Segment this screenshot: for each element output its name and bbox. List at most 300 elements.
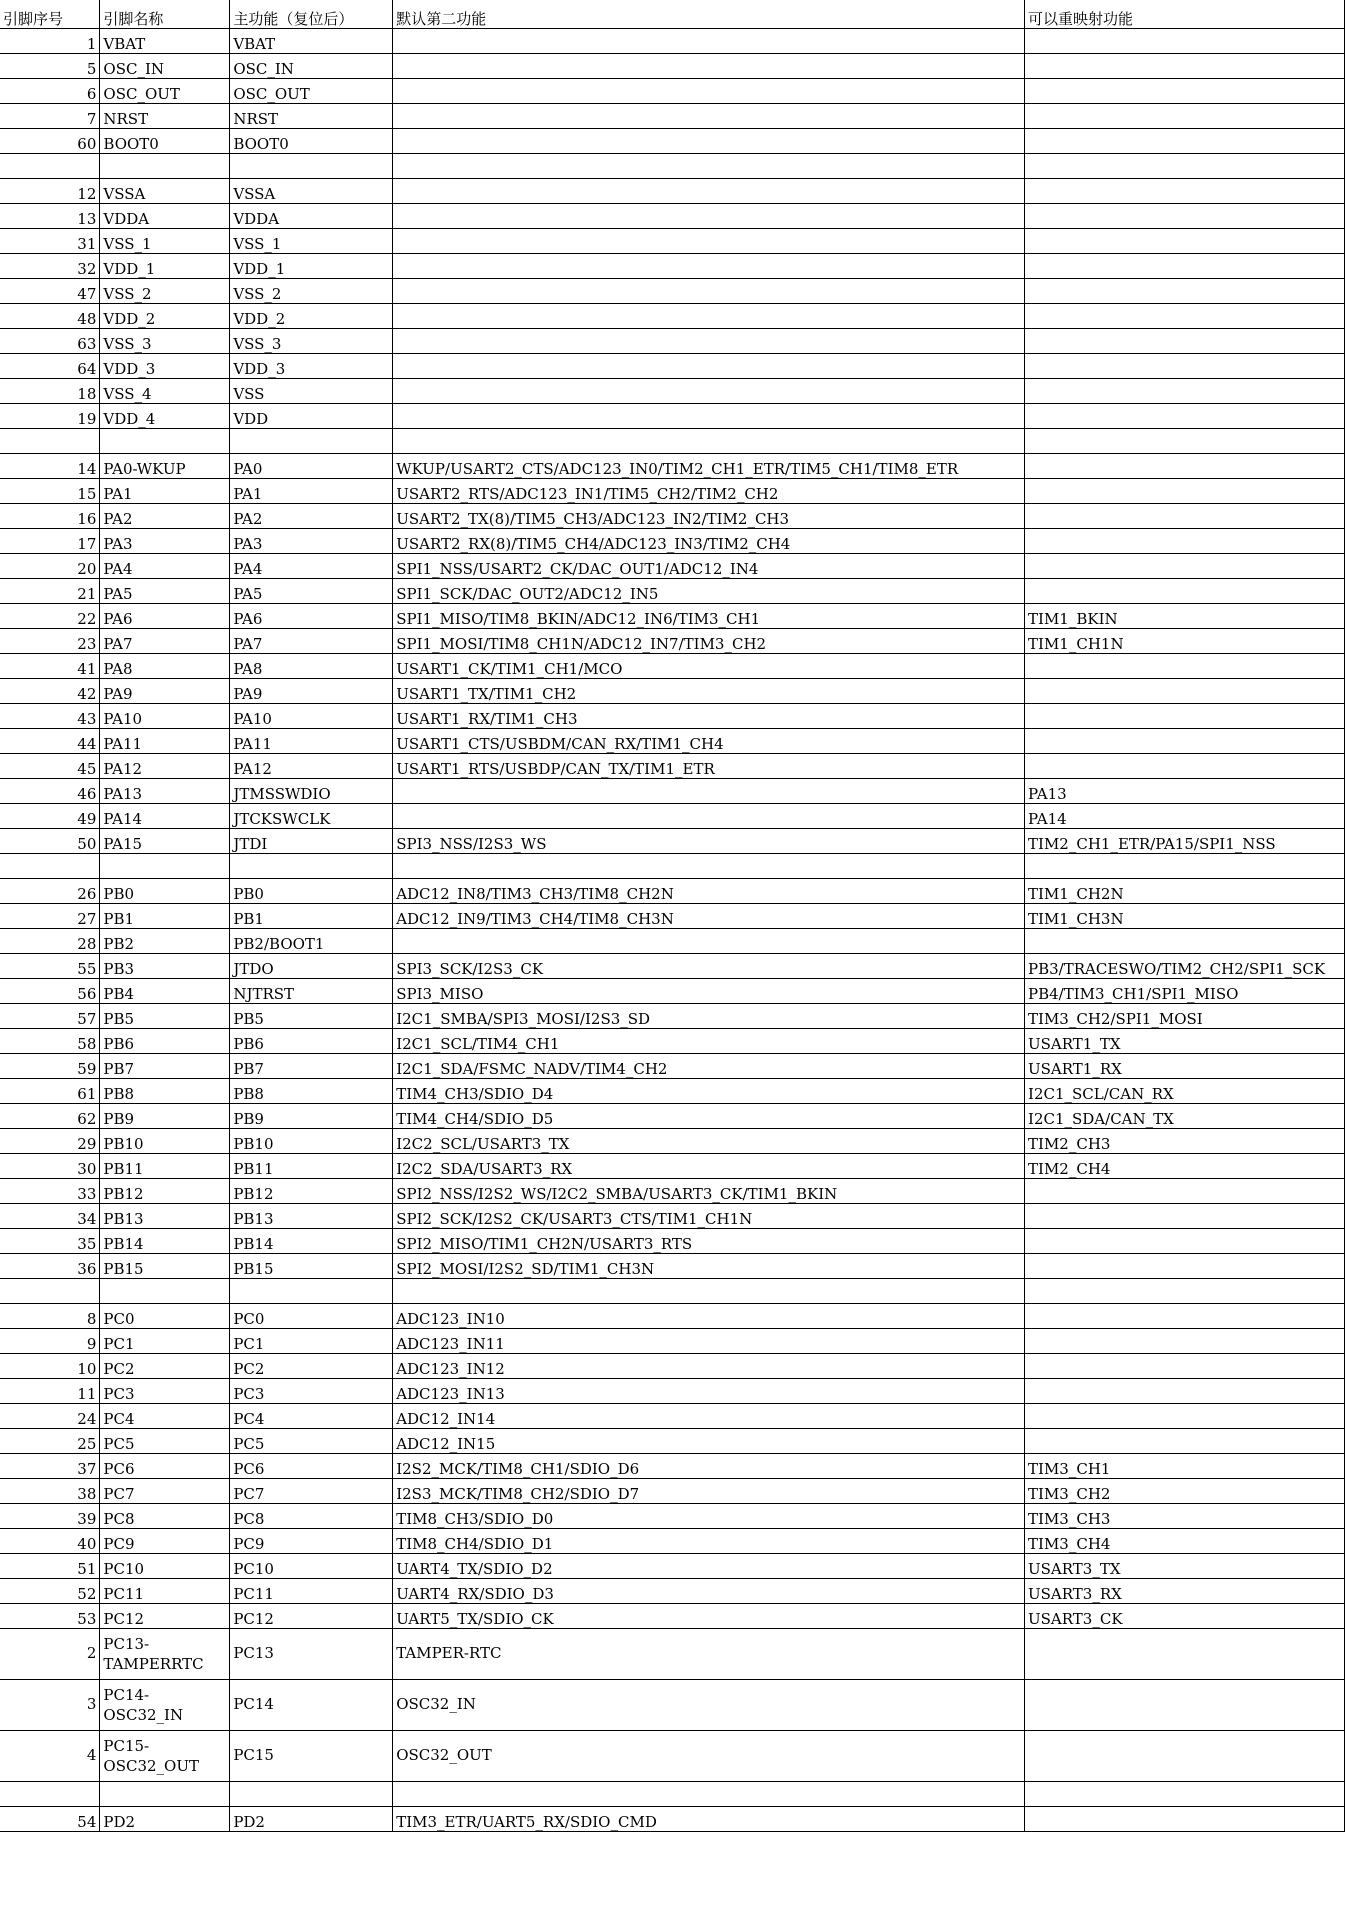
main-function-cell: OSC_OUT: [230, 78, 393, 103]
table-row: [0, 953, 1345, 978]
pin-name-cell: PA11: [100, 728, 230, 753]
default-alternate-function-cell: TIM4_CH4/SDIO_D5: [393, 1103, 1025, 1128]
pin-number-cell: 13: [0, 203, 100, 228]
default-alternate-function-cell: [393, 153, 1025, 178]
pin-number-cell: 18: [0, 378, 100, 403]
main-function-cell: PB7: [230, 1053, 393, 1078]
main-function-cell: PC2: [230, 1353, 393, 1378]
pin-number-cell: 53: [0, 1603, 100, 1628]
pin-name-cell: PB2: [100, 928, 230, 953]
default-alternate-function-cell: SPI2_SCK/I2S2_CK/USART3_CTS/TIM1_CH1N: [393, 1203, 1025, 1228]
pin-name-cell: PC14-OSC32_IN: [100, 1679, 230, 1730]
main-function-cell: VDD_2: [230, 303, 393, 328]
pin-number-cell: 62: [0, 1103, 100, 1128]
default-alternate-function-cell: [393, 178, 1025, 203]
pin-number-cell: 8: [0, 1303, 100, 1328]
pin-name-cell: VSS_4: [100, 378, 230, 403]
pin-name-cell: PB1: [100, 903, 230, 928]
main-function-cell: VSS_3: [230, 328, 393, 353]
table-row: [0, 1128, 1345, 1153]
table-row: [0, 428, 1345, 453]
remap-function-cell: TIM2_CH1_ETR/PA15/SPI1_NSS: [1025, 828, 1345, 853]
pin-name-cell: PA13: [100, 778, 230, 803]
table-body: [0, 28, 1345, 1831]
remap-function-cell: [1025, 928, 1345, 953]
remap-function-cell: PB3/TRACESWO/TIM2_CH2/SPI1_SCK: [1025, 953, 1345, 978]
default-alternate-function-cell: I2C1_SCL/TIM4_CH1: [393, 1028, 1025, 1053]
remap-function-cell: [1025, 578, 1345, 603]
default-alternate-function-cell: SPI1_SCK/DAC_OUT2/ADC12_IN5: [393, 578, 1025, 603]
pin-name-cell: PB6: [100, 1028, 230, 1053]
pin-name-cell: [100, 853, 230, 878]
pin-number-cell: 24: [0, 1403, 100, 1428]
remap-function-cell: [1025, 378, 1345, 403]
pin-name-cell: PB15: [100, 1253, 230, 1278]
pin-number-cell: 54: [0, 1806, 100, 1831]
table-row: [0, 903, 1345, 928]
header-pin-name: 引脚名称: [100, 0, 230, 28]
remap-function-cell: [1025, 428, 1345, 453]
pin-number-cell: 39: [0, 1503, 100, 1528]
default-alternate-function-cell: [393, 353, 1025, 378]
pin-number-cell: 23: [0, 628, 100, 653]
pin-number-cell: 14: [0, 453, 100, 478]
main-function-cell: VSS: [230, 378, 393, 403]
table-row: [0, 728, 1345, 753]
main-function-cell: PC4: [230, 1403, 393, 1428]
default-alternate-function-cell: [393, 778, 1025, 803]
main-function-cell: JTMSSWDIO: [230, 778, 393, 803]
remap-function-cell: [1025, 1278, 1345, 1303]
pin-name-cell: PB7: [100, 1053, 230, 1078]
pin-name-cell: OSC_IN: [100, 53, 230, 78]
table-row: [0, 153, 1345, 178]
default-alternate-function-cell: [393, 303, 1025, 328]
main-function-cell: NJTRST: [230, 978, 393, 1003]
pin-name-cell: PB10: [100, 1128, 230, 1153]
pin-number-cell: [0, 1278, 100, 1303]
main-function-cell: PB2/BOOT1: [230, 928, 393, 953]
pin-name-cell: BOOT0: [100, 128, 230, 153]
default-alternate-function-cell: USART1_TX/TIM1_CH2: [393, 678, 1025, 703]
pin-number-cell: 10: [0, 1353, 100, 1378]
main-function-cell: PA9: [230, 678, 393, 703]
remap-function-cell: [1025, 403, 1345, 428]
main-function-cell: PC8: [230, 1503, 393, 1528]
default-alternate-function-cell: SPI1_MISO/TIM8_BKIN/ADC12_IN6/TIM3_CH1: [393, 603, 1025, 628]
table-row: [0, 1353, 1345, 1378]
table-row: [0, 378, 1345, 403]
table-row: [0, 328, 1345, 353]
pin-name-cell: PA4: [100, 553, 230, 578]
main-function-cell: PB11: [230, 1153, 393, 1178]
default-alternate-function-cell: USART1_RX/TIM1_CH3: [393, 703, 1025, 728]
table-row: [0, 1078, 1345, 1103]
pin-name-cell: VDD_2: [100, 303, 230, 328]
pin-number-cell: 36: [0, 1253, 100, 1278]
remap-function-cell: [1025, 103, 1345, 128]
pin-number-cell: 42: [0, 678, 100, 703]
remap-function-cell: [1025, 78, 1345, 103]
table-row: [0, 78, 1345, 103]
default-alternate-function-cell: ADC12_IN9/TIM3_CH4/TIM8_CH3N: [393, 903, 1025, 928]
default-alternate-function-cell: ADC123_IN10: [393, 1303, 1025, 1328]
table-row: [0, 1528, 1345, 1553]
remap-function-cell: TIM3_CH4: [1025, 1528, 1345, 1553]
default-alternate-function-cell: [393, 1278, 1025, 1303]
pin-number-cell: 58: [0, 1028, 100, 1053]
table-row: [0, 403, 1345, 428]
pin-name-cell: PA15: [100, 828, 230, 853]
table-row: [0, 1503, 1345, 1528]
pin-number-cell: 16: [0, 503, 100, 528]
pin-name-cell: PC0: [100, 1303, 230, 1328]
remap-function-cell: TIM1_CH3N: [1025, 903, 1345, 928]
pin-number-cell: 33: [0, 1178, 100, 1203]
main-function-cell: PC9: [230, 1528, 393, 1553]
main-function-cell: PC1: [230, 1328, 393, 1353]
remap-function-cell: [1025, 28, 1345, 53]
main-function-cell: JTCKSWCLK: [230, 803, 393, 828]
main-function-cell: VSSA: [230, 178, 393, 203]
pin-number-cell: 60: [0, 128, 100, 153]
pin-name-cell: PB14: [100, 1228, 230, 1253]
pin-name-cell: PC4: [100, 1403, 230, 1428]
remap-function-cell: PB4/TIM3_CH1/SPI1_MISO: [1025, 978, 1345, 1003]
pin-name-cell: OSC_OUT: [100, 78, 230, 103]
pin-name-cell: VBAT: [100, 28, 230, 53]
default-alternate-function-cell: TIM3_ETR/UART5_RX/SDIO_CMD: [393, 1806, 1025, 1831]
pin-number-cell: 11: [0, 1378, 100, 1403]
pin-name-cell: PB0: [100, 878, 230, 903]
remap-function-cell: [1025, 453, 1345, 478]
pin-number-cell: 46: [0, 778, 100, 803]
table-row: [0, 978, 1345, 1003]
pin-number-cell: 3: [0, 1679, 100, 1730]
pin-number-cell: 41: [0, 653, 100, 678]
default-alternate-function-cell: ADC123_IN13: [393, 1378, 1025, 1403]
table-row: [0, 553, 1345, 578]
main-function-cell: NRST: [230, 103, 393, 128]
default-alternate-function-cell: ADC123_IN12: [393, 1353, 1025, 1378]
table-row: [0, 453, 1345, 478]
pin-number-cell: 1: [0, 28, 100, 53]
default-alternate-function-cell: I2C1_SDA/FSMC_NADV/TIM4_CH2: [393, 1053, 1025, 1078]
pin-number-cell: 2: [0, 1628, 100, 1679]
pin-name-cell: PB8: [100, 1078, 230, 1103]
main-function-cell: PB5: [230, 1003, 393, 1028]
main-function-cell: [230, 153, 393, 178]
default-alternate-function-cell: USART1_CK/TIM1_CH1/MCO: [393, 653, 1025, 678]
default-alternate-function-cell: I2C1_SMBA/SPI3_MOSI/I2S3_SD: [393, 1003, 1025, 1028]
remap-function-cell: [1025, 1228, 1345, 1253]
default-alternate-function-cell: I2C2_SCL/USART3_TX: [393, 1128, 1025, 1153]
main-function-cell: PC14: [230, 1679, 393, 1730]
remap-function-cell: [1025, 153, 1345, 178]
default-alternate-function-cell: UART4_RX/SDIO_D3: [393, 1578, 1025, 1603]
remap-function-cell: [1025, 228, 1345, 253]
table-row: [0, 1103, 1345, 1128]
table-row: [0, 853, 1345, 878]
main-function-cell: [230, 1781, 393, 1806]
pin-number-cell: 4: [0, 1730, 100, 1781]
default-alternate-function-cell: [393, 228, 1025, 253]
default-alternate-function-cell: ADC12_IN8/TIM3_CH3/TIM8_CH2N: [393, 878, 1025, 903]
pin-name-cell: PA14: [100, 803, 230, 828]
main-function-cell: PB10: [230, 1128, 393, 1153]
remap-function-cell: I2C1_SCL/CAN_RX: [1025, 1078, 1345, 1103]
pin-number-cell: 61: [0, 1078, 100, 1103]
table-row: [0, 1328, 1345, 1353]
pin-number-cell: 59: [0, 1053, 100, 1078]
default-alternate-function-cell: [393, 853, 1025, 878]
pin-number-cell: 7: [0, 103, 100, 128]
header-default-alternate-function: 默认第二功能: [393, 0, 1025, 28]
default-alternate-function-cell: [393, 378, 1025, 403]
remap-function-cell: [1025, 253, 1345, 278]
remap-function-cell: [1025, 653, 1345, 678]
pin-number-cell: 30: [0, 1153, 100, 1178]
default-alternate-function-cell: OSC32_OUT: [393, 1730, 1025, 1781]
pin-name-cell: PC12: [100, 1603, 230, 1628]
main-function-cell: PA12: [230, 753, 393, 778]
table-row: [0, 1679, 1345, 1730]
default-alternate-function-cell: [393, 1781, 1025, 1806]
main-function-cell: VDD_1: [230, 253, 393, 278]
default-alternate-function-cell: ADC12_IN14: [393, 1403, 1025, 1428]
pin-number-cell: 5: [0, 53, 100, 78]
main-function-cell: VBAT: [230, 28, 393, 53]
remap-function-cell: [1025, 1628, 1345, 1679]
main-function-cell: PA7: [230, 628, 393, 653]
pin-number-cell: 34: [0, 1203, 100, 1228]
main-function-cell: PA5: [230, 578, 393, 603]
default-alternate-function-cell: USART1_RTS/USBDP/CAN_TX/TIM1_ETR: [393, 753, 1025, 778]
pin-name-cell: PB9: [100, 1103, 230, 1128]
remap-function-cell: PA14: [1025, 803, 1345, 828]
pin-number-cell: 20: [0, 553, 100, 578]
pin-name-cell: PA10: [100, 703, 230, 728]
remap-function-cell: [1025, 1303, 1345, 1328]
pin-name-cell: VSS_2: [100, 278, 230, 303]
remap-function-cell: [1025, 203, 1345, 228]
pin-number-cell: 40: [0, 1528, 100, 1553]
pin-name-cell: PA12: [100, 753, 230, 778]
table-row: [0, 1428, 1345, 1453]
pin-name-cell: PB5: [100, 1003, 230, 1028]
main-function-cell: PC6: [230, 1453, 393, 1478]
remap-function-cell: TIM2_CH4: [1025, 1153, 1345, 1178]
main-function-cell: PB6: [230, 1028, 393, 1053]
table-row: [0, 1553, 1345, 1578]
pin-name-cell: [100, 1781, 230, 1806]
pin-number-cell: 17: [0, 528, 100, 553]
main-function-cell: [230, 428, 393, 453]
remap-function-cell: [1025, 1806, 1345, 1831]
main-function-cell: [230, 1278, 393, 1303]
main-function-cell: PA8: [230, 653, 393, 678]
main-function-cell: VDD_3: [230, 353, 393, 378]
table-row: [0, 628, 1345, 653]
pin-name-cell: [100, 428, 230, 453]
main-function-cell: PC10: [230, 1553, 393, 1578]
default-alternate-function-cell: ADC12_IN15: [393, 1428, 1025, 1453]
pin-name-cell: PC9: [100, 1528, 230, 1553]
remap-function-cell: TIM1_CH2N: [1025, 878, 1345, 903]
table-row: [0, 1053, 1345, 1078]
main-function-cell: PB13: [230, 1203, 393, 1228]
main-function-cell: PA10: [230, 703, 393, 728]
pin-name-cell: PC15-OSC32_OUT: [100, 1730, 230, 1781]
pin-name-cell: VSS_3: [100, 328, 230, 353]
pin-name-cell: PA8: [100, 653, 230, 678]
remap-function-cell: [1025, 678, 1345, 703]
pin-number-cell: 56: [0, 978, 100, 1003]
remap-function-cell: [1025, 1178, 1345, 1203]
table-row: [0, 1603, 1345, 1628]
main-function-cell: PA4: [230, 553, 393, 578]
header-pin-number: 引脚序号: [0, 0, 100, 28]
pin-number-cell: 57: [0, 1003, 100, 1028]
pin-number-cell: 47: [0, 278, 100, 303]
main-function-cell: PA6: [230, 603, 393, 628]
table-row: [0, 1806, 1345, 1831]
default-alternate-function-cell: [393, 928, 1025, 953]
table-row: [0, 278, 1345, 303]
pin-name-cell: VDD_3: [100, 353, 230, 378]
table-row: [0, 753, 1345, 778]
default-alternate-function-cell: WKUP/USART2_CTS/ADC123_IN0/TIM2_CH1_ETR/TIM5_CH1/TIM8_ETR: [393, 453, 1025, 478]
main-function-cell: JTDO: [230, 953, 393, 978]
table-row: [0, 1303, 1345, 1328]
main-function-cell: PC15: [230, 1730, 393, 1781]
pin-name-cell: [100, 1278, 230, 1303]
table-row: [0, 503, 1345, 528]
table-row: [0, 103, 1345, 128]
pin-number-cell: 31: [0, 228, 100, 253]
default-alternate-function-cell: SPI3_NSS/I2S3_WS: [393, 828, 1025, 853]
pin-number-cell: 27: [0, 903, 100, 928]
remap-function-cell: USART1_RX: [1025, 1053, 1345, 1078]
table-row: [0, 1578, 1345, 1603]
default-alternate-function-cell: TAMPER-RTC: [393, 1628, 1025, 1679]
table-row: [0, 678, 1345, 703]
default-alternate-function-cell: USART2_TX(8)/TIM5_CH3/ADC123_IN2/TIM2_CH3: [393, 503, 1025, 528]
remap-function-cell: [1025, 478, 1345, 503]
remap-function-cell: TIM3_CH1: [1025, 1453, 1345, 1478]
default-alternate-function-cell: TIM4_CH3/SDIO_D4: [393, 1078, 1025, 1103]
remap-function-cell: [1025, 353, 1345, 378]
pin-number-cell: 28: [0, 928, 100, 953]
main-function-cell: PC12: [230, 1603, 393, 1628]
pin-number-cell: 51: [0, 1553, 100, 1578]
default-alternate-function-cell: [393, 203, 1025, 228]
default-alternate-function-cell: [393, 803, 1025, 828]
table-row: [0, 1378, 1345, 1403]
remap-function-cell: [1025, 1403, 1345, 1428]
table-row: [0, 228, 1345, 253]
pin-name-cell: PA0-WKUP: [100, 453, 230, 478]
main-function-cell: PB12: [230, 1178, 393, 1203]
pin-name-cell: PB12: [100, 1178, 230, 1203]
remap-function-cell: [1025, 753, 1345, 778]
remap-function-cell: TIM3_CH2/SPI1_MOSI: [1025, 1003, 1345, 1028]
header-row: [0, 0, 1345, 28]
table-row: [0, 603, 1345, 628]
header-remap-function: 可以重映射功能: [1025, 0, 1345, 28]
remap-function-cell: [1025, 503, 1345, 528]
main-function-cell: PA1: [230, 478, 393, 503]
remap-function-cell: [1025, 528, 1345, 553]
default-alternate-function-cell: ADC123_IN11: [393, 1328, 1025, 1353]
pin-name-cell: PB3: [100, 953, 230, 978]
remap-function-cell: [1025, 1353, 1345, 1378]
table-row: [0, 353, 1345, 378]
main-function-cell: JTDI: [230, 828, 393, 853]
remap-function-cell: USART3_RX: [1025, 1578, 1345, 1603]
remap-function-cell: [1025, 278, 1345, 303]
default-alternate-function-cell: [393, 28, 1025, 53]
main-function-cell: PB14: [230, 1228, 393, 1253]
pin-number-cell: 21: [0, 578, 100, 603]
main-function-cell: VSS_2: [230, 278, 393, 303]
table-row: [0, 1028, 1345, 1053]
table-row: [0, 803, 1345, 828]
pin-number-cell: 15: [0, 478, 100, 503]
table-row: [0, 878, 1345, 903]
pin-number-cell: [0, 428, 100, 453]
pin-name-cell: PB11: [100, 1153, 230, 1178]
pin-name-cell: [100, 153, 230, 178]
table-row: [0, 1228, 1345, 1253]
remap-function-cell: [1025, 1203, 1345, 1228]
main-function-cell: PA3: [230, 528, 393, 553]
pin-number-cell: [0, 153, 100, 178]
default-alternate-function-cell: [393, 128, 1025, 153]
remap-function-cell: TIM3_CH2: [1025, 1478, 1345, 1503]
pin-name-cell: PC5: [100, 1428, 230, 1453]
pin-name-cell: PA6: [100, 603, 230, 628]
table-row: [0, 1153, 1345, 1178]
pin-number-cell: 49: [0, 803, 100, 828]
default-alternate-function-cell: OSC32_IN: [393, 1679, 1025, 1730]
default-alternate-function-cell: UART5_TX/SDIO_CK: [393, 1603, 1025, 1628]
table-row: [0, 128, 1345, 153]
pin-number-cell: [0, 853, 100, 878]
default-alternate-function-cell: [393, 253, 1025, 278]
pin-name-cell: PA1: [100, 478, 230, 503]
pin-name-cell: VDD_4: [100, 403, 230, 428]
pin-number-cell: 19: [0, 403, 100, 428]
main-function-cell: PC7: [230, 1478, 393, 1503]
pin-name-cell: PC7: [100, 1478, 230, 1503]
table-row: [0, 703, 1345, 728]
pin-name-cell: PA2: [100, 503, 230, 528]
remap-function-cell: [1025, 1781, 1345, 1806]
main-function-cell: VDDA: [230, 203, 393, 228]
pin-name-cell: PA7: [100, 628, 230, 653]
pin-number-cell: 55: [0, 953, 100, 978]
pin-name-cell: PC1: [100, 1328, 230, 1353]
table-row: [0, 1478, 1345, 1503]
default-alternate-function-cell: [393, 78, 1025, 103]
pin-number-cell: 37: [0, 1453, 100, 1478]
default-alternate-function-cell: SPI3_MISO: [393, 978, 1025, 1003]
pin-name-cell: PC8: [100, 1503, 230, 1528]
main-function-cell: PD2: [230, 1806, 393, 1831]
table-row: [0, 778, 1345, 803]
pin-name-cell: PA3: [100, 528, 230, 553]
